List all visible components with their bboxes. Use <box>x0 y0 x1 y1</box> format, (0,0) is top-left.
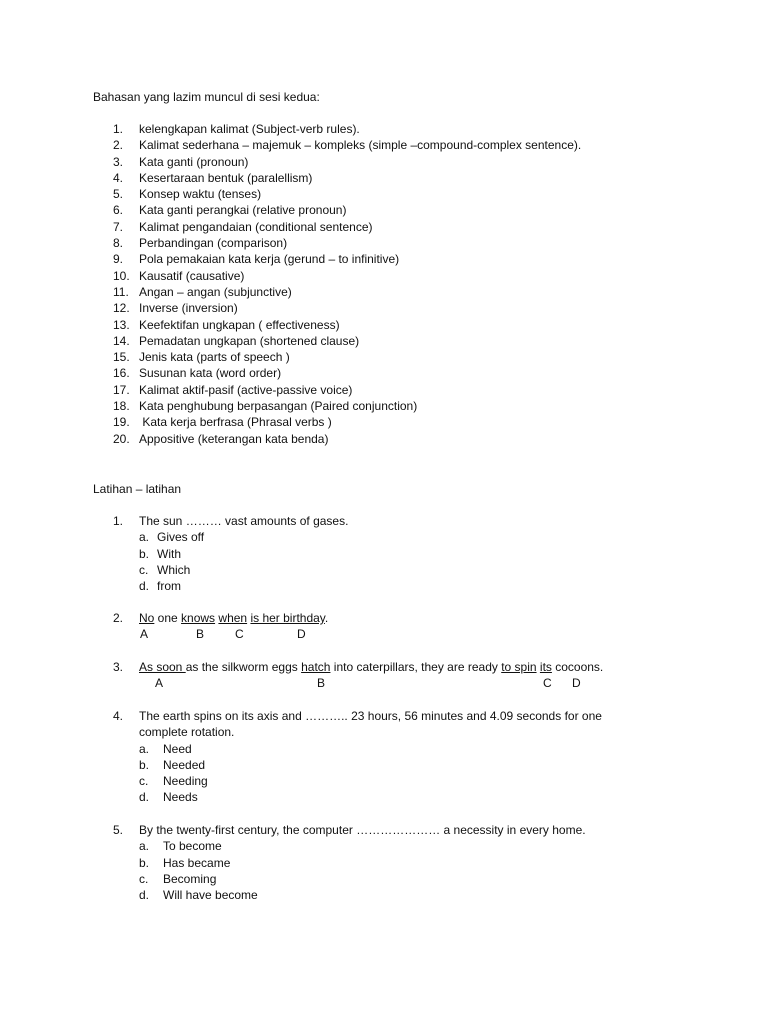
underlined-option-b: knows <box>181 611 216 625</box>
answer-marks <box>139 675 603 691</box>
option-text: Needing <box>163 774 208 789</box>
option-letter: d. <box>139 579 150 594</box>
option-letter: c. <box>139 562 149 577</box>
underlined-option-a: No <box>139 611 155 625</box>
list-item-text: Kata ganti (pronoun) <box>139 154 249 169</box>
question-3 <box>113 659 603 691</box>
option-list <box>139 529 348 594</box>
option-letter: b. <box>139 757 150 772</box>
list-item <box>113 268 581 284</box>
mark-a: A <box>140 627 149 642</box>
question-1 <box>113 513 348 594</box>
option-text: Needed <box>163 757 206 772</box>
option-list <box>139 838 586 903</box>
exercise-heading: Latihan – latihan <box>93 482 182 496</box>
list-item <box>113 137 581 153</box>
list-item <box>113 170 581 186</box>
list-item-text: Konsep waktu (tenses) <box>139 187 262 202</box>
question-text-part: into caterpillars, they are ready <box>330 660 502 674</box>
list-item-text: Jenis kata (parts of speech ) <box>139 350 290 365</box>
list-number: 14. <box>113 333 130 348</box>
question-text: By the twenty-first century, the computer ………………… a necessity in every home. <box>139 823 586 837</box>
question-text: The sun ……… vast amounts of gases. <box>139 514 349 528</box>
option-c <box>139 871 586 887</box>
list-number: 6. <box>113 203 124 218</box>
option-letter: b. <box>139 855 150 870</box>
list-item <box>113 251 581 267</box>
list-item-text: Susunan kata (word order) <box>139 366 282 381</box>
option-letter: a. <box>139 530 150 545</box>
option-letter: a. <box>139 839 150 854</box>
underlined-option-a: As soon <box>139 660 186 674</box>
question-5 <box>113 822 586 903</box>
option-text: Becoming <box>163 871 217 886</box>
underlined-option-b: hatch <box>301 660 331 674</box>
question-number: 2. <box>113 611 124 625</box>
underlined-option-c: when <box>218 611 248 625</box>
list-number: 4. <box>113 170 124 185</box>
list-number: 20. <box>113 431 130 446</box>
list-item-text: Kesertaraan bentuk (paralellism) <box>139 170 313 185</box>
option-letter: c. <box>139 774 149 789</box>
option-a <box>139 529 348 545</box>
list-item <box>113 333 581 349</box>
list-item <box>113 414 581 430</box>
list-item <box>113 317 581 333</box>
option-letter: a. <box>139 741 150 756</box>
mark-a: A <box>155 676 164 691</box>
mark-c: C <box>543 676 552 691</box>
list-item-text: Appositive (keterangan kata benda) <box>139 431 329 446</box>
option-text: Gives off <box>157 530 205 545</box>
list-item-text: Kausatif (causative) <box>139 268 245 283</box>
list-item-text: Kalimat sederhana – majemuk – kompleks (simple –compound-complex sentence). <box>139 138 582 153</box>
option-c <box>139 773 602 789</box>
list-item <box>113 186 581 202</box>
option-d <box>139 789 602 805</box>
option-b <box>139 855 586 871</box>
option-c <box>139 562 348 578</box>
option-text: Will have become <box>163 888 258 903</box>
question-text-part: as the silkworm eggs <box>185 660 302 674</box>
list-item <box>113 121 581 137</box>
option-text: Need <box>163 741 192 756</box>
list-item-text: Kata ganti perangkai (relative pronoun) <box>139 203 347 218</box>
list-item <box>113 431 581 447</box>
question-number: 1. <box>113 514 124 528</box>
list-item-text: Pemadatan ungkapan (shortened clause) <box>139 333 360 348</box>
list-number: 2. <box>113 138 124 153</box>
list-item <box>113 284 581 300</box>
list-number: 16. <box>113 366 130 381</box>
option-letter: d. <box>139 888 150 903</box>
list-number: 9. <box>113 252 124 267</box>
list-number: 17. <box>113 382 130 397</box>
list-item-text: Keefektifan ungkapan ( effectiveness) <box>139 317 340 332</box>
underlined-option-d: is her birthday <box>250 611 325 625</box>
list-number: 12. <box>113 301 130 316</box>
option-d <box>139 578 348 594</box>
list-number: 3. <box>113 154 124 169</box>
option-text: Needs <box>163 790 198 805</box>
question-text-part: one <box>154 611 182 625</box>
list-item-text: Kata kerja berfrasa (Phrasal verbs ) <box>139 415 332 430</box>
list-number: 5. <box>113 187 124 202</box>
list-number: 10. <box>113 268 130 283</box>
option-a <box>139 741 602 757</box>
option-text: To become <box>163 839 222 854</box>
list-item <box>113 219 581 235</box>
list-number: 1. <box>113 122 124 136</box>
question-number: 5. <box>113 823 124 837</box>
mark-d: D <box>572 676 581 691</box>
list-item-text: Perbandingan (comparison) <box>139 236 288 251</box>
question-text-line-2: complete rotation. <box>139 725 235 740</box>
list-item <box>113 398 581 414</box>
question-text-part: cocoons. <box>551 660 604 674</box>
list-number: 15. <box>113 350 130 365</box>
question-text <box>139 610 328 626</box>
list-item <box>113 202 581 218</box>
option-d <box>139 887 586 903</box>
list-number: 13. <box>113 317 130 332</box>
option-text: from <box>157 579 181 594</box>
list-number: 19. <box>113 415 130 430</box>
list-item <box>113 235 581 251</box>
mark-c: C <box>235 627 244 642</box>
list-item <box>113 154 581 170</box>
list-number: 7. <box>113 219 124 234</box>
question-2 <box>113 610 328 642</box>
question-text-part: . <box>324 611 329 625</box>
list-item-text: Kata penghubung berpasangan (Paired conjunction) <box>139 399 418 414</box>
option-letter: c. <box>139 871 149 886</box>
option-a <box>139 838 586 854</box>
list-item-text: Angan – angan (subjunctive) <box>139 284 292 299</box>
list-item-text: Kalimat pengandaian (conditional sentence) <box>139 219 373 234</box>
question-number: 4. <box>113 709 124 723</box>
list-item-text: kelengkapan kalimat (Subject-verb rules). <box>139 122 360 136</box>
mark-b: B <box>317 676 326 691</box>
question-number: 3. <box>113 660 124 674</box>
question-text-line-1: The earth spins on its axis and ……….. 23 hours, 56 minutes and 4.09 seconds for one <box>139 709 602 723</box>
list-number: 18. <box>113 399 130 414</box>
option-text: With <box>157 546 181 561</box>
option-b <box>139 546 348 562</box>
list-item <box>113 300 581 316</box>
underlined-option-d: its <box>539 660 552 674</box>
answer-marks <box>139 626 328 642</box>
topic-list <box>113 121 581 447</box>
option-list <box>139 741 602 806</box>
list-item-text: Inverse (inversion) <box>139 301 238 316</box>
list-item-text: Pola pemakaian kata kerja (gerund – to infinitive) <box>139 252 400 267</box>
underlined-option-c: to spin <box>501 660 537 674</box>
question-text <box>139 659 603 675</box>
list-number: 11. <box>113 284 129 299</box>
option-letter: d. <box>139 790 150 805</box>
option-letter: b. <box>139 546 150 561</box>
list-item <box>113 365 581 381</box>
list-item <box>113 382 581 398</box>
mark-d: D <box>297 627 306 642</box>
option-b <box>139 757 602 773</box>
mark-b: B <box>196 627 205 642</box>
option-text: Which <box>157 562 191 577</box>
list-item <box>113 349 581 365</box>
list-number: 8. <box>113 236 124 251</box>
question-4 <box>113 708 602 806</box>
option-text: Has became <box>163 855 231 870</box>
list-item-text: Kalimat aktif-pasif (active-passive voice) <box>139 382 353 397</box>
section-heading: Bahasan yang lazim muncul di sesi kedua: <box>93 90 320 104</box>
